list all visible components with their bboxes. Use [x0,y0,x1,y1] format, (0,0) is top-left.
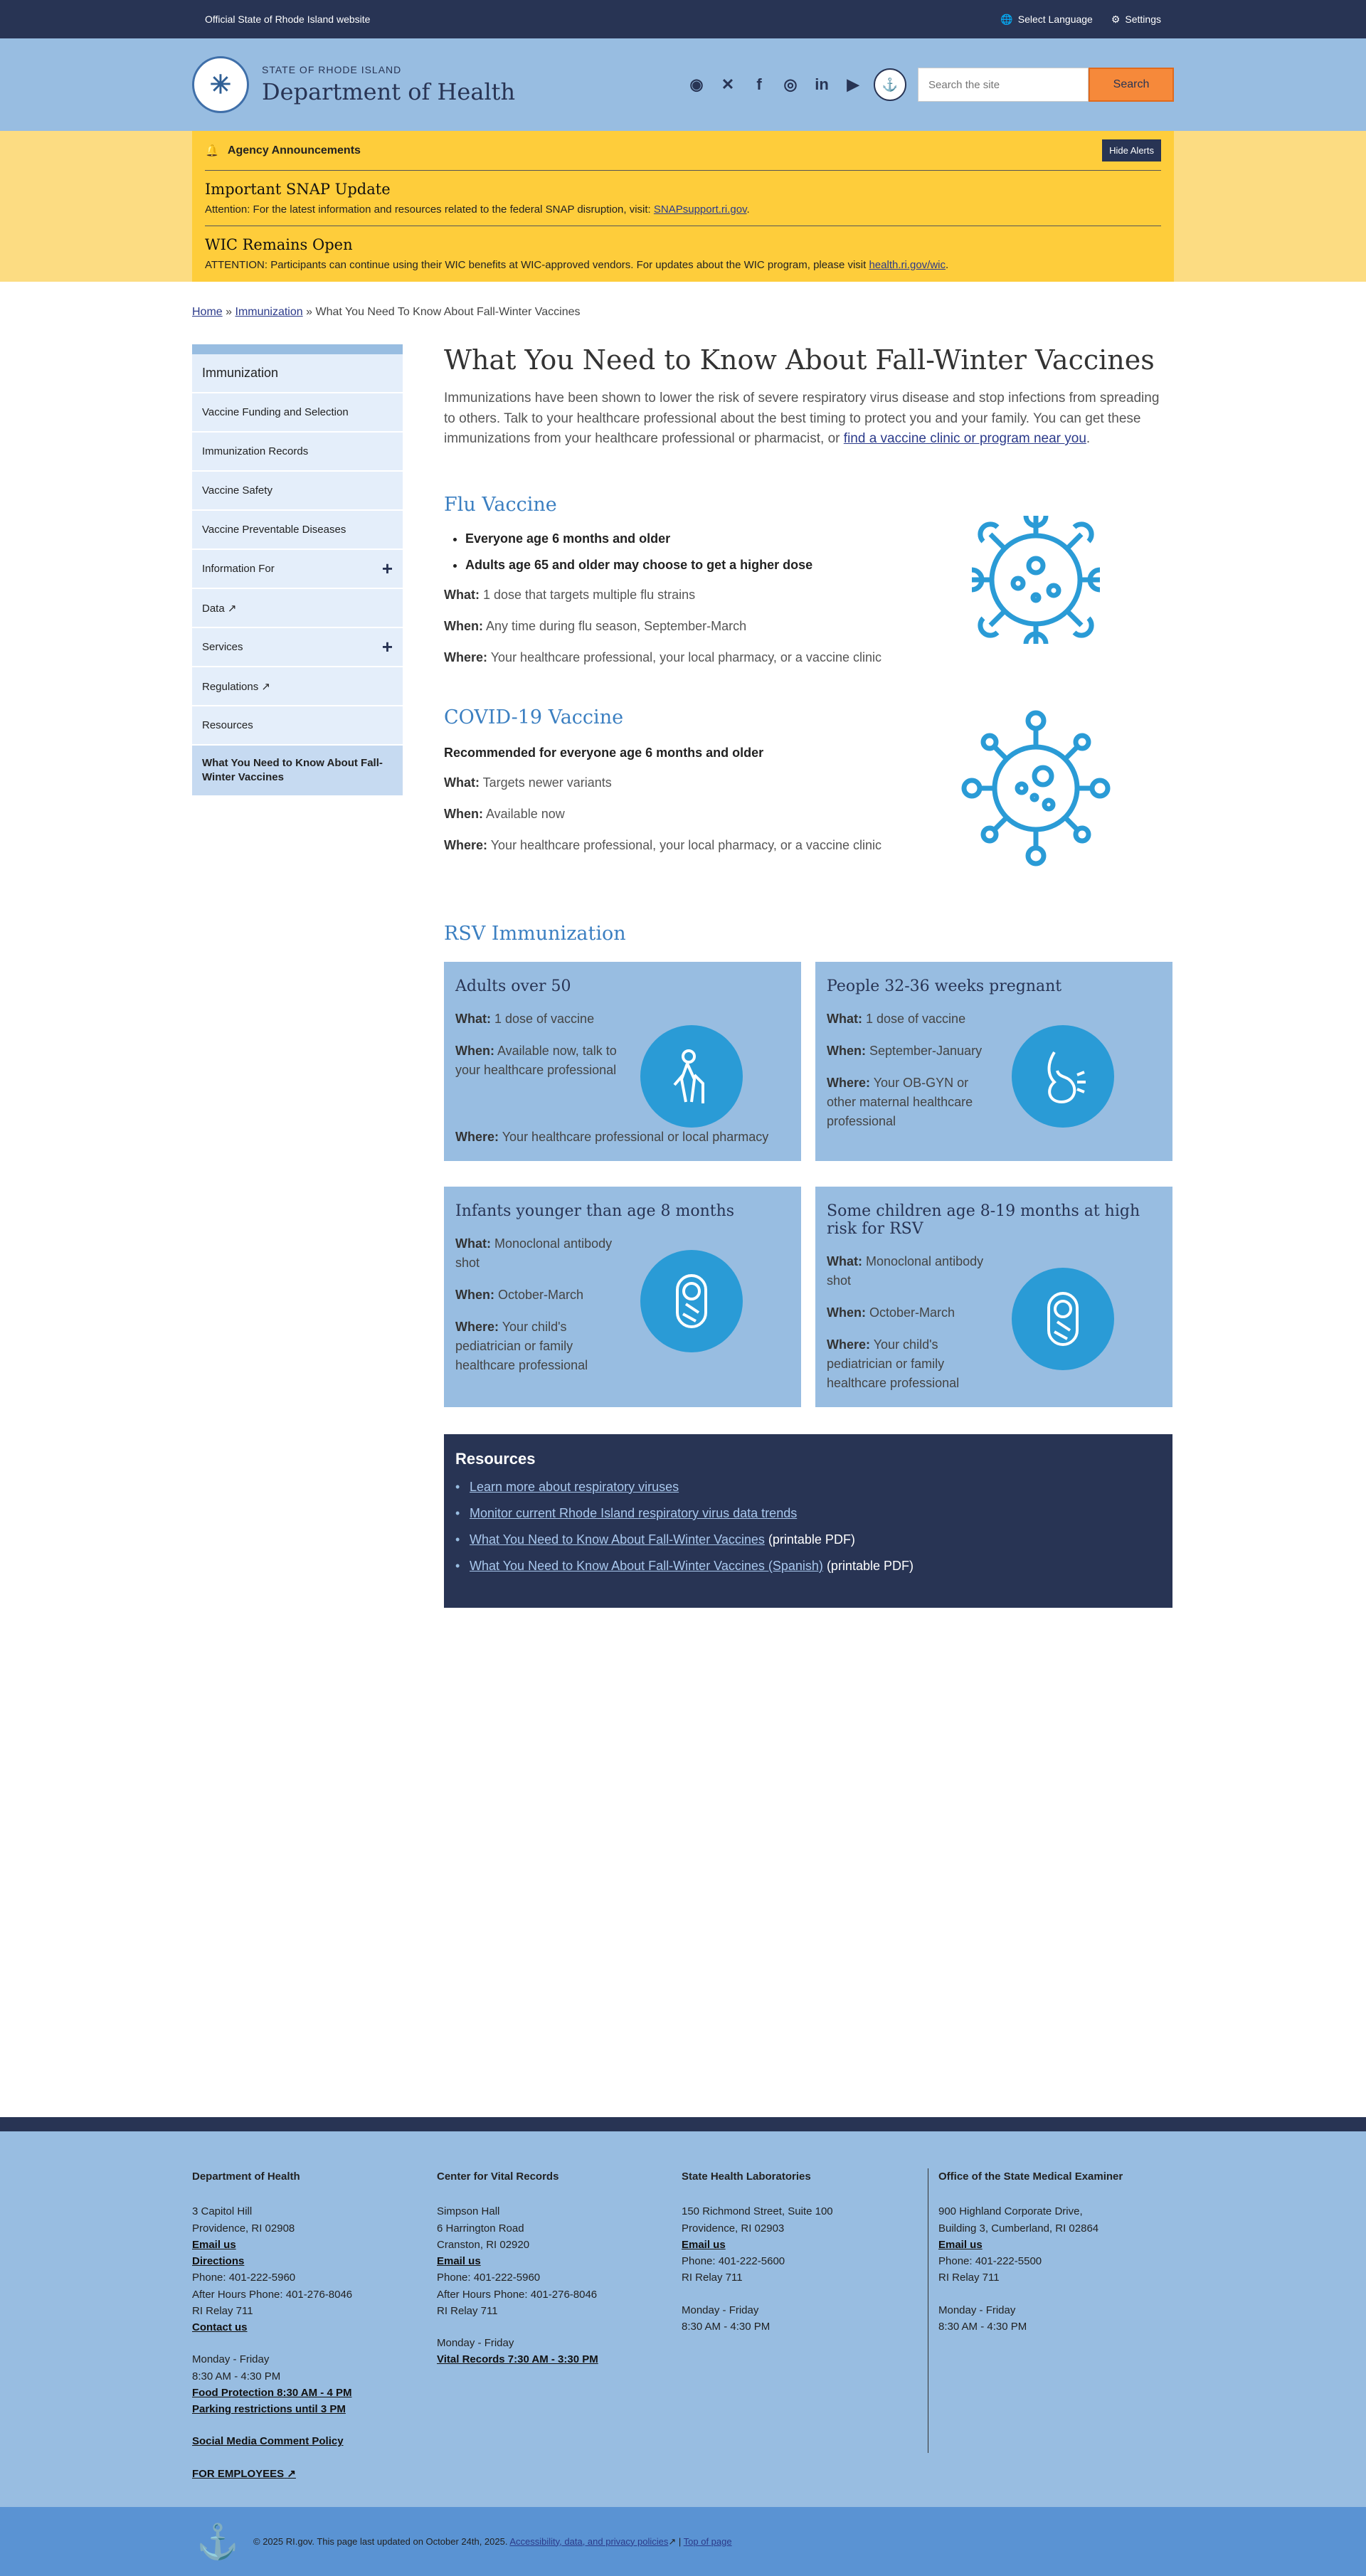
site-footer [0,2117,1366,2576]
gear-icon: ⚙ [1111,13,1121,25]
state-label: STATE OF RHODE ISLAND [262,64,402,75]
flu-where: Where: Your healthcare professional, your local pharmacy, or a vaccine clinic [444,650,881,664]
expand-icon[interactable]: + [381,636,393,657]
hide-alerts-button[interactable]: Hide Alerts [1102,139,1161,161]
list-item [455,1480,1161,1495]
breadcrumb-immunization[interactable]: Immunization [235,306,303,318]
pdf-english-link[interactable]: What You Need to Know About Fall-Winter Vaccines [470,1532,765,1547]
footer-top-band [0,2117,1366,2131]
breadcrumb-current: What You Need To Know About Fall-Winter Vaccines [315,306,581,318]
top-of-page-link[interactable]: Top of page [683,2535,732,2547]
virus-data-trends-link[interactable]: Monitor current Rhode Island respiratory virus data trends [470,1505,798,1520]
card-where: Where: Your child's pediatrician or family healthcare professional [827,1337,960,1390]
sidebar-item-services[interactable]: Services + [192,628,403,667]
official-site-label: Official State of Rhode Island website [205,14,371,25]
card-when: When: October-March [455,1287,584,1302]
email-link[interactable]: Email us [437,2255,481,2267]
flu-virus-icon [958,502,1114,658]
list-item: • Adults age 65 and older may choose to get a higher dose [465,558,899,573]
external-link-icon: ↗ [668,2535,677,2547]
alerts-title: Agency Announcements [227,144,361,157]
rihealth-seal-logo[interactable]: ✳ [192,56,249,113]
card-where: Where: Your OB-GYN or other maternal healthcare professional [827,1075,973,1128]
pregnant-icon [1012,1025,1114,1128]
copyright-text: © 2025 RI.gov. This page last updated on October 24th, 2025. Accessibility, data, and privacy policies↗ | Top of page [253,2535,732,2547]
email-link[interactable]: Email us [682,2238,726,2251]
flu-when: When: Any time during flu season, September-March [444,618,747,633]
breadcrumb-separator: » [226,306,233,318]
card-when: When: Available now, talk to your healthcare professional [455,1043,617,1077]
sidebar-item-regulations[interactable]: Regulations ↗ [192,667,403,706]
x-icon[interactable]: ✕ [721,75,735,93]
search-input[interactable] [918,68,1089,102]
employees-link[interactable]: FOR EMPLOYEES ↗ [192,2467,296,2480]
agency-announcements [192,131,1174,282]
flu-bullets [444,531,899,573]
card-title: Adults over 50 [455,977,571,995]
list-item: • Everyone age 6 months and older [465,531,899,546]
page-title: What You Need to Know About Fall-Winter Vaccines [444,344,1155,376]
card-title: Some children age 8-19 months at high risk for RSV [827,1202,1140,1238]
vital-records-hours-link[interactable]: Vital Records 7:30 AM - 3:30 PM [437,2353,598,2366]
card-what: What: 1 dose of vaccine [455,1011,595,1026]
social-policy-link[interactable]: Social Media Comment Policy [192,2435,344,2448]
contact-link[interactable]: Contact us [192,2321,248,2333]
footer-col-title: Department of Health [192,2170,300,2183]
intro-paragraph: Immunizations have been shown to lower the risk of severe respiratory virus disease and stop infections from spreading to others. Talk to your healthcare professional about the best timing to protect you and your family. You can get these immunizations from your healthcare professional or pharmacist, or find a vaccine clinic or program near you. [444,391,1160,446]
breadcrumb [192,282,1174,319]
rsv-card-infants [444,1187,801,1407]
card-when: When: October-March [827,1305,955,1320]
list-item: • What You Need to Know About Fall-Winter Vaccines (Spanish) (printable PDF) [455,1559,1161,1574]
alerts-header [205,131,1161,171]
search-button[interactable]: Search [1089,68,1174,102]
brand[interactable] [262,64,515,105]
infant-icon [1012,1268,1114,1370]
infant-icon [640,1250,743,1352]
alert-wic [205,226,1161,281]
breadcrumb-separator: » [306,306,313,318]
card-when: When: September-January [827,1043,983,1058]
select-language-button[interactable] [1000,14,1093,26]
pdf-spanish-link[interactable]: What You Need to Know About Fall-Winter Vaccines (Spanish) [470,1558,823,1573]
covid-heading: COVID-19 Vaccine [444,706,624,728]
respiratory-viruses-link[interactable]: Learn more about respiratory viruses [470,1479,679,1494]
alert-text: Attention: For the latest information and resources related to the federal SNAP disruption, visit: SNAPsupport.ri.gov. [205,203,750,216]
elderly-icon [640,1025,743,1128]
card-where: Where: Your healthcare professional or local pharmacy [455,1129,769,1144]
list-item: • What You Need to Know About Fall-Winter Vaccines (printable PDF) [455,1532,1161,1547]
directions-link[interactable]: Directions [192,2255,245,2267]
footer-col-medical-examiner: Office of the State Medical Examiner 900 Highland Corporate Drive, Building 3, Cumberland, RI 02864 Email us Phone: 401-222-5500 RI Relay 711 Monday - Friday 8:30 AM - 4:30 PM [928,2168,1174,2453]
settings-button[interactable] [1111,14,1161,26]
alerts-region [0,131,1366,282]
expand-icon[interactable]: + [381,558,393,579]
rsv-cards [444,962,1172,1407]
site-header [0,38,1366,131]
globe-icon: 🌐 [1000,13,1013,25]
state-seal-icon[interactable]: ⚓ [874,68,906,101]
sidebar-item-data[interactable]: Data ↗ [192,589,403,628]
rsv-card-children [815,1187,1172,1407]
flu-what: What: 1 dose that targets multiple flu strains [444,587,696,602]
external-link-icon: ↗ [287,2467,296,2480]
sidebar-item-immunization-records[interactable]: Immunization Records [192,433,403,472]
covid-section [444,706,1172,870]
card-title: Infants younger than age 8 months [455,1202,735,1220]
external-link-icon: ↗ [261,680,270,693]
footer-col-title: Center for Vital Records [437,2170,559,2183]
rsv-card-adults [444,962,801,1161]
sidebar-item-information-for[interactable]: Information For + [192,550,403,589]
email-link[interactable]: Email us [938,2238,983,2251]
covid-where: Where: Your healthcare professional, your local pharmacy, or a vaccine clinic [444,837,881,852]
rss-icon[interactable]: ◉ [689,75,704,93]
bell-icon: 🔔 [205,144,219,157]
sidebar-item-resources[interactable]: Resources [192,706,403,746]
card-title: People 32-36 weeks pregnant [827,977,1062,995]
sidebar-item-preventable-diseases[interactable]: Vaccine Preventable Diseases [192,511,403,550]
rsv-heading: RSV Immunization [444,922,626,945]
card-what: What: 1 dose of vaccine [827,1011,966,1026]
alert-title: Important SNAP Update [205,181,391,198]
sidebar-item-fall-winter[interactable]: What You Need to Know About Fall-Winter Vaccines [192,746,403,797]
resources-box [444,1434,1172,1608]
footer-col-vital-records: Center for Vital Records Simpson Hall 6 Harrington Road Cranston, RI 02920 Email us Phone: 401-222-5960 After Hours Phone: 401-276-8046 RI Relay 711 Monday - Friday Vital Records 7:30 AM - 3:30 PM [437,2168,682,2482]
footer-col-health: Department of Health 3 Capitol Hill Providence, RI 02908 Email us Directions Phone: 401-222-5960 After Hours Phone: 401-276-8046 RI Relay 711 Contact us Monday - Friday 8:30 AM - 4:30 PM Food Protection 8:30 AM - 4 PM Parking restrictions until 3 PM Social Media Comment Policy FOR EMPLOYEES ↗ [192,2168,437,2482]
ri-anchor-logo[interactable]: ⚓ [196,2523,239,2561]
card-where: Where: Your child's pediatrician or family healthcare professional [455,1319,588,1372]
select-language-label: Select Language [1017,14,1093,25]
sidebar-item-vaccine-safety[interactable]: Vaccine Safety [192,472,403,511]
find-clinic-link[interactable]: find a vaccine clinic or program near you [843,431,1086,446]
flu-heading: Flu Vaccine [444,493,557,516]
alert-snap [205,171,1161,226]
card-what: What: Monoclonal antibody shot [455,1236,613,1270]
instagram-icon[interactable]: ◎ [783,75,798,93]
footer-col-labs: State Health Laboratories 150 Richmond Street, Suite 100 Providence, RI 02903 Email us Phone: 401-222-5600 RI Relay 711 Monday - Friday 8:30 AM - 4:30 PM [682,2168,928,2482]
settings-label: Settings [1125,14,1161,25]
flu-section [444,494,1172,667]
sidebar-nav [192,344,403,1608]
youtube-icon[interactable]: ▶ [847,75,859,93]
footer-col-title: Office of the State Medical Examiner [938,2170,1123,2183]
main-content [444,344,1172,1608]
food-protection-link[interactable]: Food Protection 8:30 AM - 4 PM [192,2386,352,2399]
alert-title: WIC Remains Open [205,236,353,253]
parking-link[interactable]: Parking restrictions until 3 PM [192,2403,346,2415]
footer-col-title: State Health Laboratories [682,2170,811,2183]
linkedin-icon[interactable]: in [815,75,829,93]
snap-link[interactable]: SNAPsupport.ri.gov [653,203,747,216]
accessibility-link[interactable]: Accessibility, data, and privacy policies [509,2535,669,2547]
sidebar-item-immunization[interactable]: Immunization [192,354,403,393]
rsv-card-pregnant [815,962,1172,1161]
footer-bottom [0,2507,1366,2576]
department-title: Department of Health [262,78,516,105]
top-bar [0,0,1366,38]
card-what: What: Monoclonal antibody shot [827,1253,984,1288]
covid-when: When: Available now [444,806,565,821]
external-link-icon: ↗ [227,602,237,615]
site-search [918,68,1174,102]
wic-link[interactable]: health.ri.gov/wic [869,259,946,271]
resources-title: Resources [455,1449,536,1468]
footer-main [0,2131,1366,2507]
alert-text: ATTENTION: Participants can continue using their WIC benefits at WIC-approved vendors. For updates about the WIC program, please visit health.ri.gov/wic. [205,259,949,271]
covid-what: What: Targets newer variants [444,775,612,790]
facebook-icon[interactable]: f [756,75,762,93]
breadcrumb-home[interactable]: Home [192,306,223,318]
email-link[interactable]: Email us [192,2238,236,2251]
social-links [686,68,906,101]
list-item [455,1506,1161,1521]
covid-recommendation: Recommended for everyone age 6 months and older [444,745,764,760]
covid-virus-icon [958,706,1114,870]
sidebar-item-vaccine-funding[interactable]: Vaccine Funding and Selection [192,393,403,433]
